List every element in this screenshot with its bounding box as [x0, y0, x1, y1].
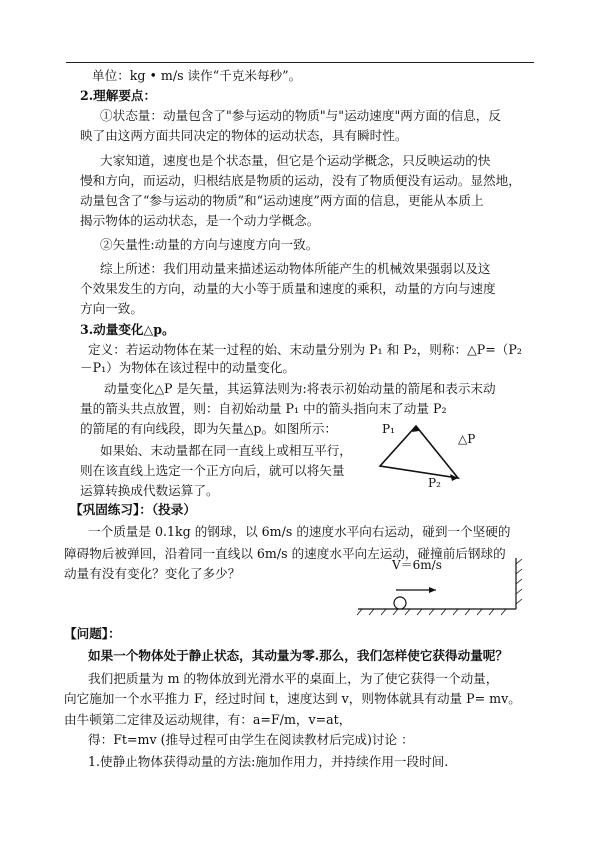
- paragraph-line: 如果始、末动量都在同一直线上或相互平行，: [100, 443, 352, 458]
- paragraph-line: 向它施加一个水平推力 F，经过时间 t，速度达到 v，则物体就具有动量 P= mv。: [64, 691, 521, 706]
- question-text: 如果一个物体处于静止状态，其动量为零.那么，我们怎样使它获得动量呢？: [88, 648, 508, 663]
- paragraph-line: 由牛顿第二定律及运动规律，有：a=F/m，v=at，: [64, 712, 352, 727]
- section-heading-2: 2.理解要点：: [80, 88, 157, 103]
- ball-wall-figure: [352, 556, 532, 616]
- discussion-line: 1.使静止物体获得动量的方法:施加作用力，并持续作用一段时间.: [88, 754, 449, 769]
- unit-line: 单位：kg • m/s 读作“千克米每秒”。: [92, 68, 302, 83]
- practice-heading: 【巩固练习】：（投录）: [70, 502, 196, 517]
- momentum-triangle-figure: [376, 416, 506, 488]
- paragraph-line: 则在该直线上选定一个正方向后，就可以将矢量: [80, 463, 345, 478]
- paragraph-line: 方向一致。: [80, 301, 143, 316]
- paragraph-line: 量的箭头共点放置，则：自初始动量 P₁ 中的箭头指向末了动量 P₂: [80, 401, 447, 416]
- paragraph-line: 动量包含了“参与运动的物质”和“运动速度”两方面的信息，更能从本质上: [80, 193, 484, 208]
- paragraph-line: ①状态量：动量包含了"参与运动的物质"与"运动速度"两方面的信息，反: [100, 108, 501, 123]
- exercise-line: 动量有没有变化？变化了多少？: [64, 566, 241, 581]
- paragraph-line: 我们把质量为 m 的物体放到光滑水平的桌面上，为了使它获得一个动量，: [88, 671, 499, 686]
- paragraph-line: 动量变化△P 是矢量，其运算法则为:将表示初始动量的箭尾和表示末动: [104, 381, 496, 396]
- velocity-label: V＝6m/s: [392, 558, 442, 572]
- formula-line: 得：Ft=mv (推导过程可由学生在阅读教材后完成)讨论 ：: [88, 732, 414, 747]
- ball-wall-diagram: [352, 556, 532, 616]
- section-heading-3: 3.动量变化△p。: [80, 322, 175, 337]
- label-p2: P₂: [428, 476, 441, 490]
- triangle-diagram: [376, 416, 506, 488]
- header-rule: [66, 62, 534, 63]
- paragraph-line: 运算转换成代数运算了。: [80, 483, 219, 498]
- paragraph-line: ②矢量性:动量的方向与速度方向一致。: [100, 237, 319, 252]
- exercise-line: 一个质量是 0.1kg 的钢球，以 6m/s 的速度水平向右运动，碰到一个坚硬的: [88, 524, 511, 539]
- label-p1: P₁: [382, 422, 395, 436]
- question-heading: 【问题】：: [64, 626, 121, 641]
- definition-line: 定义：若运动物体在某一过程的始、末动量分别为 P₁ 和 P₂，则称：△P=（P₂: [88, 342, 522, 357]
- paragraph-line: 映了由这两方面共同决定的物体的运动状态，具有瞬时性。: [80, 128, 408, 143]
- paragraph-line: 大家知道，速度也是个状态量，但它是个运动学概念，只反映运动的快: [100, 153, 491, 168]
- paragraph-line: 揭示物体的运动状态，是一个动力学概念。: [80, 213, 320, 228]
- definition-line: －P₁）为物体在该过程中的动量变化。: [80, 360, 296, 375]
- label-delta-p: △P: [458, 432, 476, 446]
- paragraph-line: 个效果发生的方向，动量的大小等于质量和速度的乘积，动量的方向与速度: [80, 281, 496, 296]
- paragraph-line: 综上所述：我们用动量来描述运动物体所能产生的机械效果强弱以及这: [100, 261, 491, 276]
- exercise-line: 障碍物后被弹回，沿着同一直线以 6m/s 的速度水平向左运动，碰撞前后钢球的: [64, 546, 506, 561]
- paragraph-line: 慢和方向，而运动，归根结底是物质的运动，没有了物质便没有运动。显然地，: [80, 173, 521, 188]
- paragraph-line: 的箭尾的有向线段，即为矢量△p。如图所示：: [80, 421, 338, 436]
